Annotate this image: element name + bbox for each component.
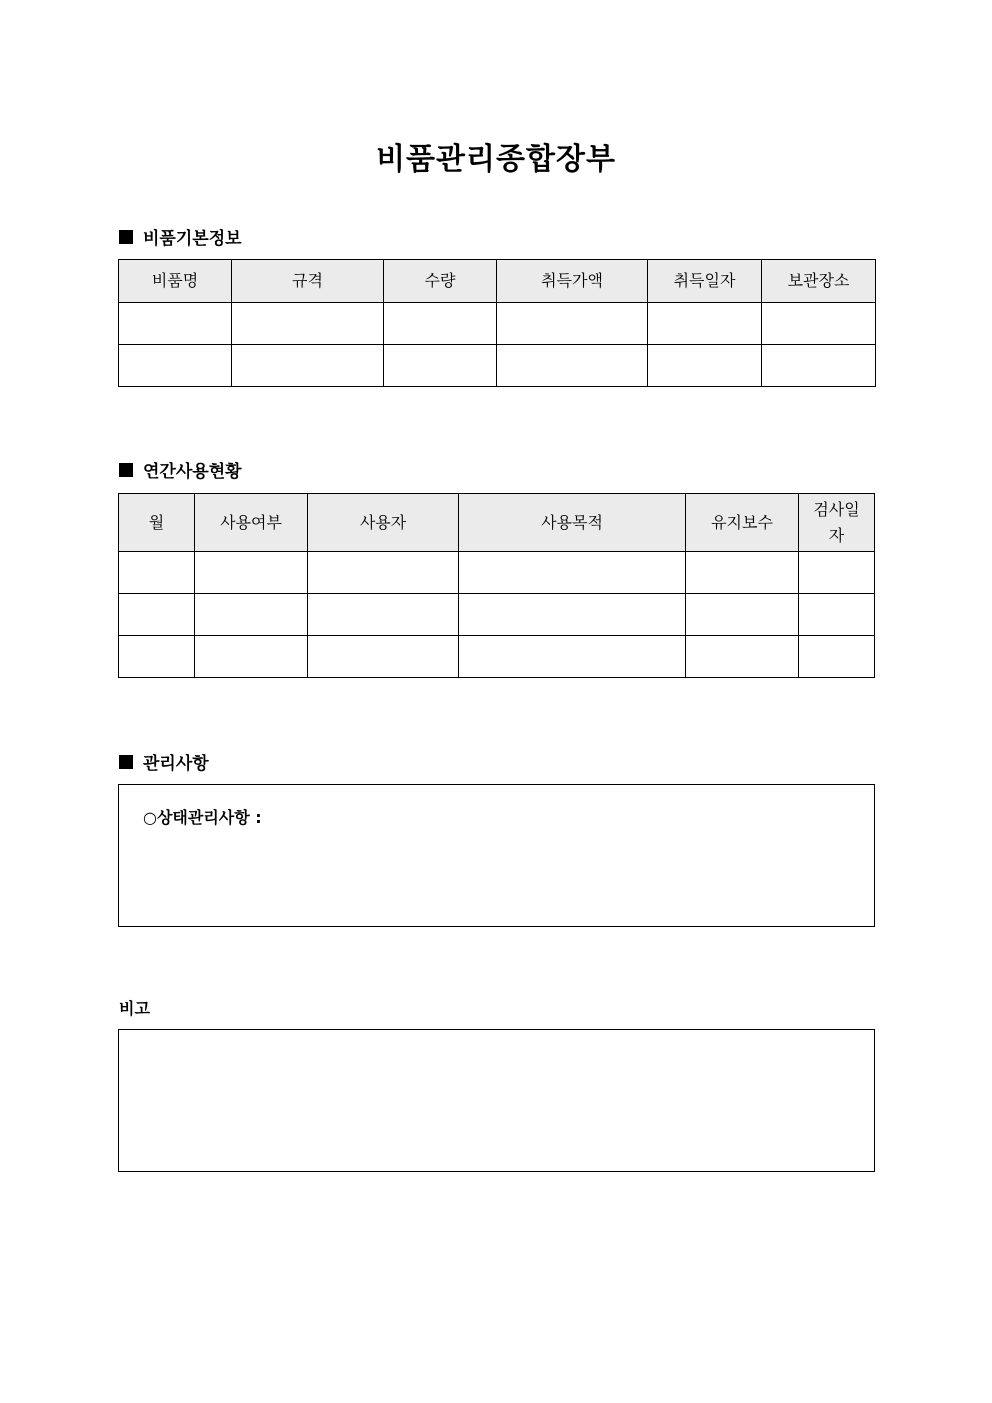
table-row xyxy=(119,303,876,345)
table-cell[interactable] xyxy=(799,552,875,594)
table-row xyxy=(119,636,875,678)
table-cell[interactable] xyxy=(686,636,799,678)
annual-usage-heading xyxy=(119,457,242,482)
table-cell[interactable] xyxy=(762,345,876,387)
table-cell[interactable] xyxy=(497,345,648,387)
annual-usage-heading-label: 연간사용현황 xyxy=(143,462,242,482)
table-row xyxy=(119,552,875,594)
management-box[interactable] xyxy=(118,784,875,927)
status-management-label: ○상태관리사항 : xyxy=(143,808,262,827)
column-header: 사용여부 xyxy=(195,494,308,552)
table-cell[interactable] xyxy=(195,552,308,594)
table-cell[interactable] xyxy=(119,552,195,594)
column-header: 검사일자 xyxy=(799,494,875,552)
management-heading-label: 관리사항 xyxy=(143,754,209,774)
management-heading xyxy=(119,749,209,774)
table-row xyxy=(119,594,875,636)
table-cell[interactable] xyxy=(384,303,497,345)
column-header: 비품명 xyxy=(119,260,232,303)
table-cell[interactable] xyxy=(686,594,799,636)
table-cell[interactable] xyxy=(308,636,459,678)
basic-info-heading-label: 비품기본정보 xyxy=(143,229,242,249)
table-cell[interactable] xyxy=(119,303,232,345)
table-cell[interactable] xyxy=(459,594,686,636)
table-cell[interactable] xyxy=(497,303,648,345)
table-cell[interactable] xyxy=(195,594,308,636)
table-cell[interactable] xyxy=(799,636,875,678)
column-header: 월 xyxy=(119,494,195,552)
table-cell[interactable] xyxy=(648,345,762,387)
black-square-icon xyxy=(119,463,133,477)
black-square-icon xyxy=(119,755,133,769)
basic-info-table xyxy=(118,259,876,387)
table-row xyxy=(119,345,876,387)
table-cell[interactable] xyxy=(648,303,762,345)
column-header: 사용목적 xyxy=(459,494,686,552)
remarks-heading: 비고 xyxy=(119,999,150,1018)
table-cell[interactable] xyxy=(686,552,799,594)
table-cell[interactable] xyxy=(459,552,686,594)
table-cell[interactable] xyxy=(308,552,459,594)
annual-usage-table xyxy=(118,493,875,678)
table-cell[interactable] xyxy=(799,594,875,636)
table-cell[interactable] xyxy=(119,345,232,387)
column-header: 유지보수 xyxy=(686,494,799,552)
table-cell[interactable] xyxy=(232,303,384,345)
column-header: 수량 xyxy=(384,260,497,303)
table-cell[interactable] xyxy=(762,303,876,345)
column-header: 보관장소 xyxy=(762,260,876,303)
table-cell[interactable] xyxy=(119,636,195,678)
table-cell[interactable] xyxy=(308,594,459,636)
table-cell[interactable] xyxy=(232,345,384,387)
column-header: 규격 xyxy=(232,260,384,303)
column-header: 사용자 xyxy=(308,494,459,552)
table-cell[interactable] xyxy=(119,594,195,636)
table-cell[interactable] xyxy=(384,345,497,387)
remarks-box[interactable] xyxy=(118,1029,875,1172)
basic-info-heading xyxy=(119,224,242,249)
table-cell[interactable] xyxy=(195,636,308,678)
table-cell[interactable] xyxy=(459,636,686,678)
column-header: 취득일자 xyxy=(648,260,762,303)
document-title: 비품관리종합장부 xyxy=(376,142,616,177)
black-square-icon xyxy=(119,230,133,244)
column-header: 취득가액 xyxy=(497,260,648,303)
